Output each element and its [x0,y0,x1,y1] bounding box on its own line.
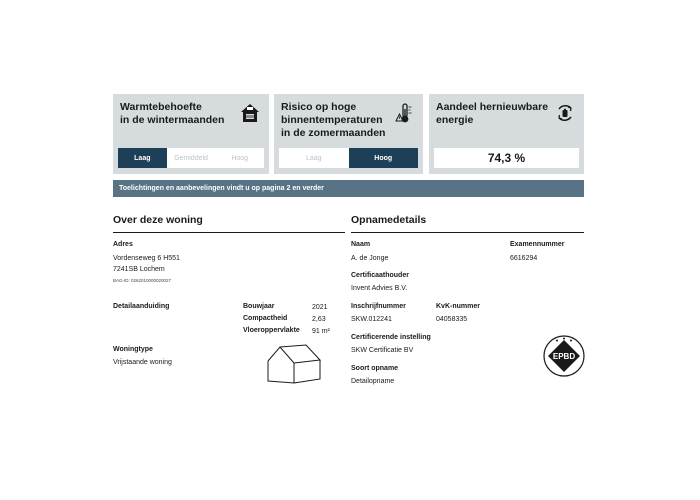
risico-option-laag: Laag [305,154,322,162]
bouwjaar-label: Bouwjaar [243,303,275,310]
warmte-toggle [118,148,264,168]
epbd-seal-icon [542,334,586,378]
compactheid-value: 2,63 [312,316,326,323]
warmte-option-gemiddeld: Gemiddeld [174,154,208,162]
section-title-opname: Opnamedetails [351,214,427,226]
vloeroppervlakte-value: 91 m² [312,328,330,335]
instelling-label: Certificerende instelling [351,334,431,341]
warmte-option-hoog: Hoog [231,154,249,162]
renewable-recycle-icon [554,102,576,124]
soort-opname-label: Soort opname [351,365,399,372]
card-hernieuwbare-energie [429,94,584,174]
risico-option-hoog: Hoog [349,148,419,168]
adres-line1: Vordenseweg 6 H551 [113,255,180,262]
certificaathouder-label: Certificaathouder [351,272,409,279]
epbd-logo-text: EPBD [552,352,576,361]
card-risico-binnentemperaturen [274,94,423,174]
warmte-option-laag: Laag [118,148,167,168]
kvk-label: KvK-nummer [436,303,480,310]
warmte-title: Warmtebehoefte in de wintermaanden [120,101,225,126]
woning-divider [113,232,345,233]
risico-toggle [279,148,418,168]
adres-line2: 7241SB Lochem [113,266,165,273]
hernieuwbaar-value: 74,3 % [434,148,579,168]
certificaathouder-value: Invent Advies B.V. [351,285,408,292]
soort-opname-value: Detailopname [351,378,395,385]
risico-title: Risico op hoge binnentemperaturen in de zomermaanden [281,101,386,139]
bag-id: BAG-ID: 0262010000020027 [113,278,172,283]
adres-label: Adres [113,241,133,248]
detached-house-icon [266,343,322,385]
thermometer-icon [393,102,415,124]
bouwjaar-value: 2021 [312,304,328,311]
woningtype-label: Woningtype [113,346,153,353]
naam-value: A. de Jonge [351,255,389,262]
house-heating-icon [239,102,261,124]
hernieuwbaar-title: Aandeel hernieuwbare energie [436,101,549,126]
vloeroppervlakte-label: Vloeroppervlakte [243,327,300,334]
naam-label: Naam [351,241,371,248]
compactheid-label: Compactheid [243,315,288,322]
info-banner: Toelichtingen en aanbevelingen vindt u op pagina 2 en verder [113,180,584,197]
inschrijfnummer-value: SKW.012241 [351,316,392,323]
kvk-value: 04058335 [436,316,468,323]
card-warmtebehoefte [113,94,269,174]
opname-divider [351,232,584,233]
examennummer-label: Examennummer [510,241,565,248]
inschrijfnummer-label: Inschrijfnummer [351,303,406,310]
woningtype-value: Vrijstaande woning [113,359,172,366]
section-title-woning: Over deze woning [113,214,203,226]
instelling-value: SKW Certificatie BV [351,347,414,354]
detailaanduiding-label: Detailaanduiding [113,303,170,310]
examennummer-value: 6616294 [510,255,538,262]
